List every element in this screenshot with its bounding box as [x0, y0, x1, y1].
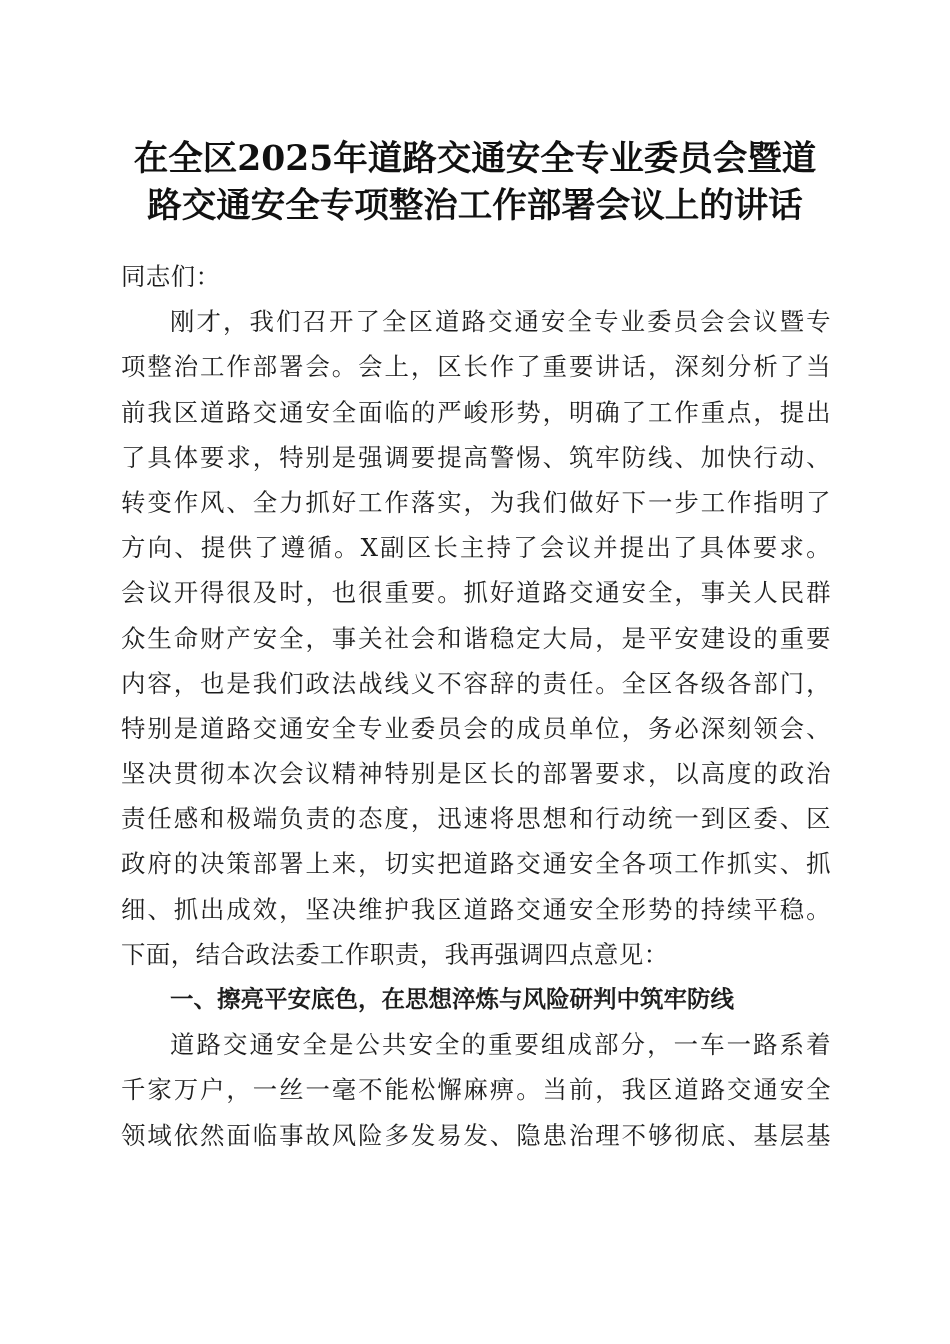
- paragraph-line: 了具体要求，特别是强调要提高警惕、筑牢防线、加快行动、: [121, 442, 831, 472]
- paragraph-line: 项整治工作部署会。会上，区长作了重要讲话，深刻分析了当: [121, 352, 831, 382]
- paragraph-line: 坚决贯彻本次会议精神特别是区长的部署要求，以高度的政治: [121, 759, 831, 789]
- document-title: [100, 136, 850, 230]
- paragraph-line: 政府的决策部署上来，切实把道路交通安全各项工作抓实、抓: [121, 849, 831, 879]
- paragraph-1: [121, 299, 831, 977]
- paragraph-line: 特别是道路交通安全专业委员会的成员单位，务必深刻领会、: [121, 713, 831, 743]
- section-heading: 一、擦亮平安底色，在思想淬炼与风险研判中筑牢防线: [170, 985, 734, 1013]
- paragraph-line: 千家万户，一丝一毫不能松懈麻痹。当前，我区道路交通安全: [121, 1075, 831, 1105]
- paragraph-line: 内容，也是我们政法战线义不容辞的责任。全区各级各部门，: [121, 668, 831, 698]
- paragraph-line: 细、抓出成效，坚决维护我区道路交通安全形势的持续平稳。: [121, 894, 831, 924]
- title-line: 在全区2025年道路交通安全专业委员会暨道: [133, 139, 817, 179]
- paragraph-line: 方向、提供了遵循。X副区长主持了会议并提出了具体要求。: [121, 533, 831, 563]
- salutation: 同志们：: [121, 262, 221, 291]
- paragraph-line: 刚才，我们召开了全区道路交通安全专业委员会会议暨专: [170, 307, 831, 337]
- paragraph-2: [121, 1022, 831, 1158]
- paragraph-line: 会议开得很及时，也很重要。抓好道路交通安全，事关人民群: [121, 578, 831, 608]
- title-line: 路交通安全专项整治工作部署会议上的讲话: [147, 186, 803, 226]
- paragraph-line: 责任感和极端负责的态度，迅速将思想和行动统一到区委、区: [121, 804, 831, 834]
- paragraph-line: 众生命财产安全，事关社会和谐稳定大局，是平安建设的重要: [121, 623, 831, 653]
- paragraph-line: 领域依然面临事故风险多发易发、隐患治理不够彻底、基层基: [121, 1120, 831, 1150]
- paragraph-line: 转变作风、全力抓好工作落实，为我们做好下一步工作指明了: [121, 487, 831, 517]
- document-body: [121, 254, 831, 1158]
- paragraph-line: 前我区道路交通安全面临的严峻形势，明确了工作重点，提出: [121, 397, 831, 427]
- paragraph-line: 道路交通安全是公共安全的重要组成部分，一车一路系着: [170, 1030, 831, 1060]
- paragraph-line: 下面，结合政法委工作职责，我再强调四点意见：: [121, 939, 669, 969]
